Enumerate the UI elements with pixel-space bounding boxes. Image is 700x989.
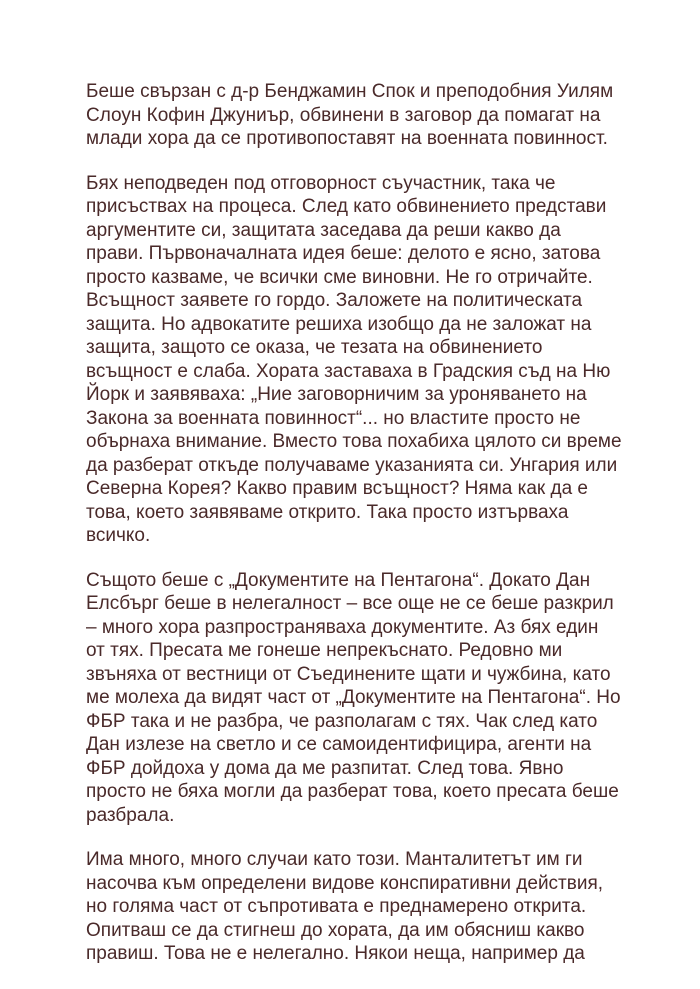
- text-line: прави. Първоначалната идея беше: делото е ясно, затова: [86, 243, 601, 264]
- paragraph: [86, 569, 626, 828]
- text-line: просто казваме, че всички сме виновни. Не го отричайте.: [86, 266, 593, 288]
- text-line: ме молеха да видят част от „Документите на Пентагона“. Но: [86, 687, 621, 708]
- text-line: правиш. Това не е нелегално. Някои неща, например да: [86, 943, 585, 964]
- text-line: Има много, много случаи като този. Манталитетът им ги: [86, 849, 583, 870]
- text-line: просто не бяха могли да разберат това, което пресата беше: [86, 781, 619, 802]
- text-line: всъщност е слаба. Хората заставаха в Градския съд на Ню: [86, 360, 611, 382]
- text-line: Същото беше с „Документите на Пентагона“. Докато Дан: [86, 569, 591, 591]
- text-line: Бях неподведен под отговорност съучастник, така че: [86, 172, 556, 194]
- text-line: Северна Корея? Какво правим всъщност? Няма как да е: [86, 478, 588, 499]
- text-line: насочва към определени видове конспиративни действия,: [86, 872, 604, 894]
- text-line: защита, защото се оказа, че тезата на обвинението: [86, 337, 543, 358]
- text-line: всичко.: [86, 525, 151, 546]
- text-line: звъняха от вестници от Съединените щати и чужбина, като: [86, 663, 611, 685]
- text-line: защита. Но адвокатите решиха изобщо да не заложат на: [86, 313, 592, 335]
- text-line: млади хора да се противопоставят на военната повинност.: [86, 128, 608, 149]
- text-line: Беше свързан с д-р Бенджамин Спок и преподобния Уилям: [86, 81, 614, 102]
- text-line: Елсбърг беше в нелегалност – все още не се беше разкрил: [86, 593, 614, 614]
- text-line: Закона за военната повинност“... но властите просто не: [86, 407, 581, 429]
- text-line: разбрала.: [86, 804, 175, 826]
- text-line: Всъщност заявете го гордо. Заложете на политическата: [86, 290, 583, 311]
- text-line: от тях. Пресата ме гонеше непрекъснато. Редовно ми: [86, 640, 563, 661]
- text-line: Слоун Кофин Джуниър, обвинени в заговор да помагат на: [86, 104, 601, 126]
- paragraph: [86, 848, 626, 966]
- text-line: Йорк и заявяваха: „Ние заговорничим за уроняването на: [86, 384, 587, 405]
- paragraph: [86, 172, 626, 548]
- text-line: да разберат откъде получаваме указанията си. Унгария или: [86, 454, 618, 476]
- text-line: ФБР така и не разбра, че разполагам с тях. Чак след като: [86, 710, 598, 732]
- text-line: – много хора разпространяваха документите. Аз бях един: [86, 616, 599, 638]
- text-line: Опитваш се да стигнеш до хората, да им обясниш какво: [86, 919, 585, 941]
- text-line: но голяма част от съпротивата е преднамерено открита.: [86, 896, 587, 917]
- text-line: присъствах на процеса. След като обвинението представи: [86, 196, 607, 217]
- text-line: това, което заявяваме открито. Така просто изтърваха: [86, 501, 569, 523]
- text-line: Дан излезе на светло и се самоидентифицира, агенти на: [86, 734, 592, 755]
- text-line: обърнаха внимание. Вместо това похабиха цялото си време: [86, 431, 622, 452]
- text-line: ФБР дойдоха у дома да ме разпитат. След това. Явно: [86, 757, 564, 779]
- body-text: [86, 80, 626, 987]
- paragraph: [86, 80, 626, 151]
- text-line: аргументите си, защитата заседава да реши какво да: [86, 219, 561, 241]
